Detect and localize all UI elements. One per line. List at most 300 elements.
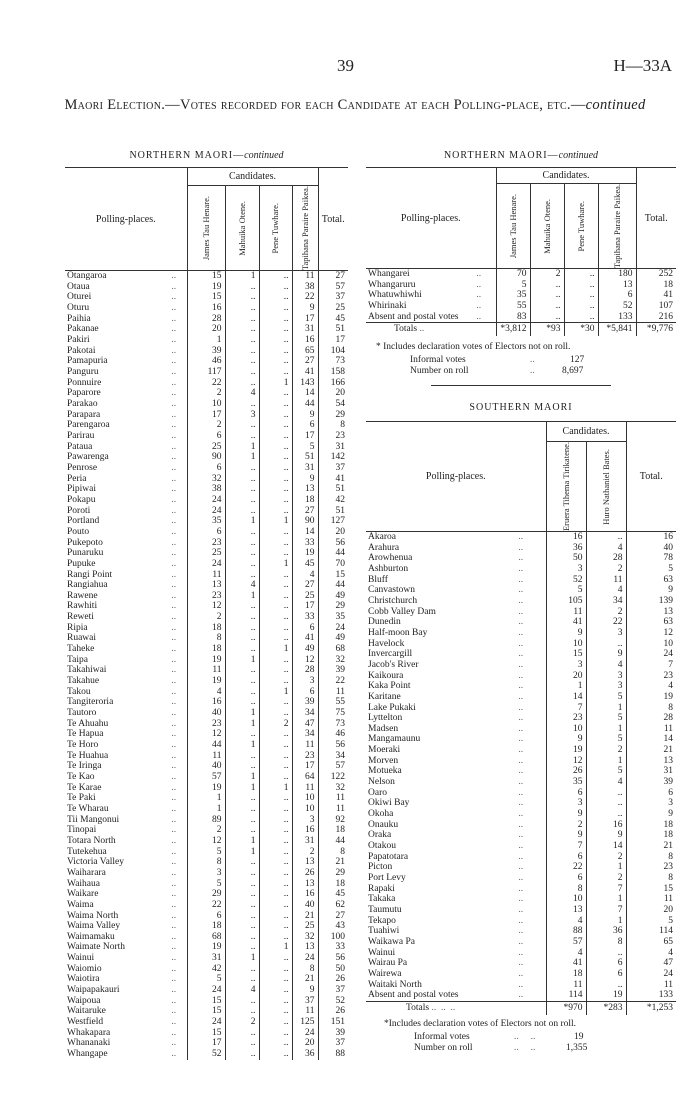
leader-dots: .. bbox=[171, 494, 177, 505]
vote-cell: 3 bbox=[586, 681, 626, 692]
polling-place-name: Akaroa bbox=[368, 532, 396, 543]
vote-cell: 2 bbox=[259, 719, 292, 730]
table-row bbox=[65, 516, 348, 527]
table-row bbox=[65, 452, 348, 463]
leader-dots: .. bbox=[476, 311, 482, 322]
polling-place-name: Absent and postal votes bbox=[368, 990, 459, 1001]
vote-cell: 57 bbox=[546, 937, 586, 948]
polling-place-name: Ponnuire bbox=[67, 377, 102, 388]
table-row bbox=[65, 623, 348, 634]
vote-cell: .. bbox=[225, 996, 259, 1007]
vote-cell: 3 bbox=[546, 798, 586, 809]
vote-cell: 6 bbox=[187, 911, 225, 922]
vote-cell: 19 bbox=[187, 942, 225, 953]
vote-cell: 6 bbox=[187, 527, 225, 538]
polling-place-name: Pataua bbox=[67, 441, 93, 452]
vote-cell: .. bbox=[259, 633, 292, 644]
polling-place-name: Parapara bbox=[67, 409, 101, 420]
vote-cell: .. bbox=[259, 442, 292, 453]
polling-places-header: Polling-places. bbox=[366, 422, 546, 532]
total-cell: 37 bbox=[318, 985, 348, 996]
vote-cell: 5 bbox=[187, 847, 225, 858]
total-cell: 11 bbox=[318, 793, 348, 804]
vote-cell: .. bbox=[259, 420, 292, 431]
polling-place-name: Wairau Pa bbox=[368, 958, 408, 969]
vote-cell: .. bbox=[225, 868, 259, 879]
polling-place-name: Rangiahua bbox=[67, 580, 108, 591]
total-cell: 75 bbox=[318, 708, 348, 719]
total-cell: 56 bbox=[318, 740, 348, 751]
vote-cell: 11 bbox=[292, 740, 318, 751]
polling-place-name: Paihia bbox=[67, 313, 91, 324]
vote-cell: .. bbox=[259, 292, 292, 303]
table-row bbox=[65, 783, 348, 794]
polling-place-name: Tekapo bbox=[368, 915, 396, 926]
vote-cell: 10 bbox=[292, 793, 318, 804]
vote-cell: 9 bbox=[292, 474, 318, 485]
polling-place-name: Takahue bbox=[67, 676, 100, 687]
vote-cell: 1 bbox=[225, 708, 259, 719]
leader-dots: .. bbox=[171, 718, 177, 729]
table-row bbox=[65, 612, 348, 623]
south-number-on-roll: Number on roll .. .. 1,355 bbox=[414, 1042, 588, 1053]
vote-cell: .. bbox=[259, 314, 292, 325]
vote-cell: 1 bbox=[586, 916, 626, 927]
vote-cell: .. bbox=[225, 559, 259, 570]
polling-place-name: Oaro bbox=[368, 787, 387, 798]
vote-cell: 19 bbox=[546, 745, 586, 756]
table-row bbox=[65, 879, 348, 890]
vote-cell: .. bbox=[225, 889, 259, 900]
vote-cell: 32 bbox=[292, 932, 318, 943]
right-south-section bbox=[366, 401, 676, 1054]
total-cell: 15 bbox=[626, 884, 676, 895]
vote-cell: .. bbox=[225, 570, 259, 581]
table-row bbox=[65, 356, 348, 367]
table-row bbox=[65, 271, 348, 282]
polling-place-name: Rangi Point bbox=[67, 569, 113, 580]
vote-cell: 13 bbox=[292, 857, 318, 868]
vote-cell: 31 bbox=[292, 324, 318, 335]
total-cell: 52 bbox=[318, 996, 348, 1007]
vote-cell: 17 bbox=[292, 431, 318, 442]
total-cell: 216 bbox=[636, 312, 676, 323]
leader-dots: .. bbox=[171, 420, 177, 431]
vote-cell: 44 bbox=[292, 399, 318, 410]
vote-cell: 1 bbox=[259, 516, 292, 527]
table-row bbox=[65, 442, 348, 453]
vote-cell: .. bbox=[530, 280, 564, 291]
vote-cell: .. bbox=[225, 815, 259, 826]
total-cell: 55 bbox=[318, 697, 348, 708]
leader-dots: .. bbox=[518, 681, 524, 692]
polling-place-name: Moeraki bbox=[368, 745, 401, 756]
leader-dots: .. bbox=[518, 713, 524, 724]
vote-cell: 23 bbox=[187, 538, 225, 549]
leader-dots: .. bbox=[171, 1049, 177, 1060]
table-row bbox=[65, 665, 348, 676]
vote-cell: .. bbox=[225, 932, 259, 943]
leader-dots: .. bbox=[518, 862, 524, 873]
vote-cell: 9 bbox=[586, 830, 626, 841]
polling-place-name: Takaka bbox=[368, 894, 396, 905]
vote-cell: 44 bbox=[187, 740, 225, 751]
leader-dots: .. bbox=[518, 532, 524, 543]
vote-cell: 1 bbox=[259, 559, 292, 570]
totals-row: Totals .. *3,812 *93 *30 *5,841 *9,776 bbox=[366, 323, 676, 337]
vote-cell: 35 bbox=[546, 777, 586, 788]
polling-place-name: Tutekehua bbox=[67, 846, 107, 857]
polling-place-name: Onauku bbox=[368, 819, 399, 830]
leader-dots: .. bbox=[171, 462, 177, 473]
vote-cell: 8 bbox=[187, 857, 225, 868]
vote-cell: 6 bbox=[187, 463, 225, 474]
total-cell: 127 bbox=[318, 516, 348, 527]
table-row bbox=[366, 713, 676, 724]
polling-place-name: Cobb Valley Dam bbox=[368, 606, 436, 617]
vote-cell: 22 bbox=[187, 378, 225, 389]
leader-dots: .. bbox=[518, 798, 524, 809]
vote-cell: .. bbox=[225, 900, 259, 911]
total-cell: 23 bbox=[626, 671, 676, 682]
table-row bbox=[366, 734, 676, 745]
vote-cell: .. bbox=[259, 303, 292, 314]
vote-cell: 16 bbox=[546, 532, 586, 543]
vote-cell: 52 bbox=[187, 1049, 225, 1060]
table-row bbox=[65, 804, 348, 815]
south-informal-votes: Informal votes .. .. 19 bbox=[414, 1031, 584, 1042]
vote-cell: 1 bbox=[187, 804, 225, 815]
leader-dots: .. bbox=[476, 269, 482, 280]
north-footnote: * Includes declaration votes of Electors not on roll. bbox=[376, 342, 571, 353]
total-cell: 51 bbox=[318, 506, 348, 517]
polling-place-name: Tautoro bbox=[67, 708, 97, 719]
vote-cell: .. bbox=[225, 356, 259, 367]
leader-dots: .. bbox=[171, 974, 177, 985]
vote-cell: .. bbox=[225, 612, 259, 623]
table-row bbox=[65, 335, 348, 346]
vote-cell: 5 bbox=[586, 766, 626, 777]
table-row bbox=[366, 628, 676, 639]
candidate-header-1: James Tau Henare. bbox=[496, 184, 530, 269]
polling-place-name: Pakiri bbox=[67, 335, 90, 346]
vote-cell: .. bbox=[259, 612, 292, 623]
polling-place-name: Paparore bbox=[67, 388, 101, 399]
totals-row: Totals .. .. .. *970 *283 *1,253 bbox=[366, 1001, 676, 1015]
polling-place-name: Half-moon Bay bbox=[368, 627, 428, 638]
vote-cell: 31 bbox=[187, 953, 225, 964]
vote-cell: 37 bbox=[292, 996, 318, 1007]
vote-cell: 1 bbox=[225, 783, 259, 794]
polling-place-name: Te Paki bbox=[67, 793, 96, 804]
leader-dots: .. bbox=[518, 585, 524, 596]
leader-dots: .. bbox=[171, 910, 177, 921]
vote-cell: 3 bbox=[586, 628, 626, 639]
polling-place-name: Takou bbox=[67, 686, 91, 697]
leader-dots: .. bbox=[171, 846, 177, 857]
vote-cell: 4 bbox=[586, 777, 626, 788]
vote-cell: 33 bbox=[292, 612, 318, 623]
total-cell: 32 bbox=[318, 783, 348, 794]
vote-cell: 180 bbox=[598, 269, 636, 280]
vote-cell: .. bbox=[259, 751, 292, 762]
vote-cell: 13 bbox=[546, 905, 586, 916]
table-row bbox=[366, 660, 676, 671]
candidate-header-3: Pene Tuwhare. bbox=[259, 186, 292, 271]
total-cell: 6 bbox=[626, 788, 676, 799]
table-row bbox=[65, 697, 348, 708]
divider bbox=[431, 385, 611, 386]
leader-dots: .. bbox=[171, 537, 177, 548]
right-north-table bbox=[366, 167, 676, 336]
table-row bbox=[65, 420, 348, 431]
polling-place-name: Waitaki North bbox=[368, 979, 422, 990]
vote-cell: 12 bbox=[546, 756, 586, 767]
table-row bbox=[366, 788, 676, 799]
vote-cell: 19 bbox=[187, 676, 225, 687]
leader-dots: .. bbox=[171, 889, 177, 900]
leader-dots: .. bbox=[171, 601, 177, 612]
table-row bbox=[366, 564, 676, 575]
total-cell: 14 bbox=[626, 734, 676, 745]
vote-cell: 27 bbox=[292, 506, 318, 517]
vote-cell: .. bbox=[225, 484, 259, 495]
leader-dots: .. bbox=[171, 569, 177, 580]
vote-cell: 2 bbox=[586, 564, 626, 575]
vote-cell: 22 bbox=[546, 862, 586, 873]
table-row bbox=[366, 777, 676, 788]
vote-cell: .. bbox=[225, 623, 259, 634]
vote-cell: 52 bbox=[546, 575, 586, 586]
vote-cell: 8 bbox=[586, 937, 626, 948]
total-cell: 26 bbox=[318, 974, 348, 985]
total-cell: 46 bbox=[318, 729, 348, 740]
total-cell: 15 bbox=[318, 570, 348, 581]
table-row bbox=[65, 292, 348, 303]
polling-place-name: Waikawa Pa bbox=[368, 936, 415, 947]
vote-cell: 1 bbox=[225, 847, 259, 858]
vote-cell: .. bbox=[259, 271, 292, 282]
vote-cell: .. bbox=[259, 591, 292, 602]
table-row bbox=[65, 825, 348, 836]
total-cell: 51 bbox=[318, 484, 348, 495]
right-north-section bbox=[366, 149, 676, 386]
leader-dots: .. bbox=[476, 279, 482, 290]
leader-dots: .. bbox=[171, 505, 177, 516]
leader-dots: .. bbox=[476, 290, 482, 301]
vote-cell: 6 bbox=[187, 431, 225, 442]
table-row bbox=[366, 990, 676, 1001]
total-cell: 21 bbox=[626, 841, 676, 852]
polling-place-name: Pupuke bbox=[67, 558, 96, 569]
vote-cell: 11 bbox=[187, 665, 225, 676]
vote-cell: 4 bbox=[546, 948, 586, 959]
vote-cell: 133 bbox=[598, 312, 636, 323]
vote-cell: 13 bbox=[292, 879, 318, 890]
polling-place-name: Waiomio bbox=[67, 963, 102, 974]
leader-dots: .. bbox=[171, 771, 177, 782]
vote-cell: 18 bbox=[187, 644, 225, 655]
vote-cell: .. bbox=[259, 665, 292, 676]
title-main: Maori Election.—Votes recorded for each Candidate at each Polling-place, etc.— bbox=[64, 97, 586, 113]
polling-place-name: Whananaki bbox=[67, 1038, 111, 1049]
leader-dots: .. bbox=[171, 473, 177, 484]
vote-cell: .. bbox=[259, 484, 292, 495]
vote-cell: 13 bbox=[292, 484, 318, 495]
vote-cell: 1 bbox=[225, 953, 259, 964]
vote-cell: .. bbox=[225, 921, 259, 932]
vote-cell: 1 bbox=[225, 516, 259, 527]
vote-cell: .. bbox=[225, 1006, 259, 1017]
polling-place-name: Westfield bbox=[67, 1017, 104, 1028]
vote-cell: .. bbox=[259, 985, 292, 996]
total-cell: 5 bbox=[626, 916, 676, 927]
table-row bbox=[65, 431, 348, 442]
table-row bbox=[366, 301, 676, 312]
vote-cell: 64 bbox=[292, 772, 318, 783]
vote-cell: 31 bbox=[292, 463, 318, 474]
leader-dots: .. bbox=[171, 324, 177, 335]
total-cell: 24 bbox=[626, 649, 676, 660]
vote-cell: .. bbox=[564, 290, 598, 301]
table-row bbox=[65, 644, 348, 655]
polling-place-name: Tuahiwi bbox=[368, 926, 400, 937]
vote-cell: 36 bbox=[586, 926, 626, 937]
table-row bbox=[65, 495, 348, 506]
polling-place-name: Dunedin bbox=[368, 617, 401, 628]
polling-place-name: Parirau bbox=[67, 430, 95, 441]
total-cell: 29 bbox=[318, 868, 348, 879]
leader-dots: .. bbox=[518, 553, 524, 564]
polling-place-name: Madsen bbox=[368, 723, 399, 734]
leader-dots: .. bbox=[518, 979, 524, 990]
vote-cell: .. bbox=[259, 889, 292, 900]
vote-cell: 33 bbox=[292, 538, 318, 549]
polling-place-name: Havelock bbox=[368, 638, 405, 649]
vote-cell: 5 bbox=[292, 442, 318, 453]
leader-dots: .. bbox=[171, 388, 177, 399]
vote-cell: 49 bbox=[292, 644, 318, 655]
vote-cell: .. bbox=[259, 474, 292, 485]
total-cell: 18 bbox=[318, 825, 348, 836]
polling-place-name: Oturu bbox=[67, 303, 90, 314]
vote-cell: .. bbox=[259, 697, 292, 708]
vote-cell: .. bbox=[225, 825, 259, 836]
polling-place-name: Te Wharau bbox=[67, 803, 109, 814]
total-cell: 92 bbox=[318, 815, 348, 826]
table-row bbox=[366, 841, 676, 852]
leader-dots: .. bbox=[171, 825, 177, 836]
vote-cell: .. bbox=[225, 644, 259, 655]
table-row bbox=[65, 932, 348, 943]
leader-dots: .. bbox=[518, 936, 524, 947]
polling-place-name: Kaikoura bbox=[368, 670, 404, 681]
vote-cell: .. bbox=[259, 1028, 292, 1039]
leader-dots: .. bbox=[171, 665, 177, 676]
candidate-header-2: Mahuika Otene. bbox=[225, 186, 259, 271]
vote-cell: 89 bbox=[187, 815, 225, 826]
total-cell: 5 bbox=[626, 564, 676, 575]
leader-dots: .. bbox=[171, 622, 177, 633]
leader-dots: .. bbox=[171, 740, 177, 751]
vote-cell: 20 bbox=[546, 671, 586, 682]
vote-cell: 2 bbox=[225, 1017, 259, 1028]
leader-dots: .. bbox=[518, 766, 524, 777]
vote-cell: .. bbox=[225, 314, 259, 325]
vote-cell: 41 bbox=[292, 367, 318, 378]
vote-cell: 14 bbox=[292, 527, 318, 538]
total-cell: 54 bbox=[318, 399, 348, 410]
vote-cell: 143 bbox=[292, 378, 318, 389]
total-cell: 21 bbox=[318, 857, 348, 868]
vote-cell: .. bbox=[259, 772, 292, 783]
vote-cell: .. bbox=[225, 633, 259, 644]
vote-cell: .. bbox=[225, 292, 259, 303]
vote-cell: 8 bbox=[546, 884, 586, 895]
vote-cell: 1 bbox=[546, 681, 586, 692]
vote-cell: 65 bbox=[292, 346, 318, 357]
vote-cell: 22 bbox=[292, 292, 318, 303]
title-continued: continued bbox=[585, 97, 646, 113]
vote-cell: 4 bbox=[225, 985, 259, 996]
table-row bbox=[366, 766, 676, 777]
leader-dots: .. bbox=[518, 638, 524, 649]
table-row bbox=[65, 676, 348, 687]
leader-dots: .. bbox=[171, 526, 177, 537]
leader-dots: .. bbox=[518, 702, 524, 713]
total-cell: 9 bbox=[626, 809, 676, 820]
total-cell: 57 bbox=[318, 761, 348, 772]
vote-cell: 28 bbox=[292, 665, 318, 676]
leader-dots: .. bbox=[518, 968, 524, 979]
leader-dots: .. bbox=[171, 654, 177, 665]
polling-place-name: Whangape bbox=[67, 1049, 108, 1060]
total-cell: 4 bbox=[626, 681, 676, 692]
vote-cell: 4 bbox=[586, 585, 626, 596]
vote-cell: 1 bbox=[259, 783, 292, 794]
polling-place-name: Ruawai bbox=[67, 633, 97, 644]
polling-place-name: Te Hapua bbox=[67, 729, 104, 740]
vote-cell: 1 bbox=[586, 703, 626, 714]
vote-cell: 14 bbox=[586, 841, 626, 852]
table-row bbox=[65, 378, 348, 389]
north-number-on-roll: Number on roll .. 8,697 bbox=[410, 366, 584, 377]
vote-cell: 31 bbox=[292, 836, 318, 847]
vote-cell: 15 bbox=[546, 649, 586, 660]
total-cell: 62 bbox=[318, 900, 348, 911]
total-cell: 133 bbox=[626, 990, 676, 1001]
total-cell: 20 bbox=[318, 527, 348, 538]
leader-dots: .. bbox=[171, 644, 177, 655]
polling-place-name: Otangaroa bbox=[67, 271, 107, 282]
table-row bbox=[366, 671, 676, 682]
polling-place-name: Peria bbox=[67, 473, 87, 484]
vote-cell: .. bbox=[225, 1028, 259, 1039]
table-row bbox=[65, 559, 348, 570]
leader-dots: .. bbox=[518, 617, 524, 628]
table-row bbox=[65, 367, 348, 378]
table-row bbox=[366, 809, 676, 820]
vote-cell: .. bbox=[259, 580, 292, 591]
candidates-header: Candidates. bbox=[546, 422, 626, 442]
vote-cell: 3 bbox=[292, 676, 318, 687]
polling-place-name: Whakapara bbox=[67, 1027, 111, 1038]
total-cell: 26 bbox=[318, 1006, 348, 1017]
total-cell: 31 bbox=[626, 766, 676, 777]
polling-place-name: Pokapu bbox=[67, 494, 96, 505]
table-row bbox=[65, 964, 348, 975]
vote-cell: .. bbox=[259, 431, 292, 442]
